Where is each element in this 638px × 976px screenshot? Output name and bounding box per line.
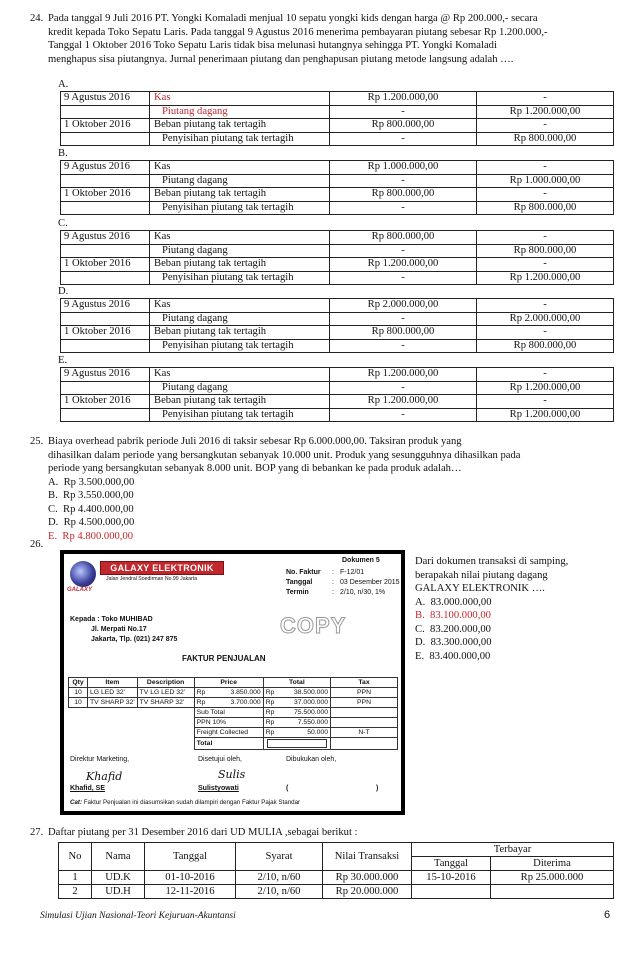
journal-cell: - — [477, 231, 614, 245]
header-cell: Tax — [331, 678, 398, 688]
option-value: Rp 4.800.000,00 — [62, 530, 134, 542]
cell — [412, 885, 491, 899]
option-label-b[interactable]: B. — [58, 148, 68, 159]
text-line: dihasilkan dalam periode yang bersangkutan sebanyak 10.000 unit. Produk yang sesungguhnya dihasilkan pada — [48, 449, 521, 461]
text-line: Dari dokumen transaksi di samping, — [415, 556, 569, 567]
journal-cell: Rp 800.000,00 — [477, 339, 614, 353]
question-text: Daftar piutang per 31 Desember 2016 dari UD MULIA ,sebagai berikut : — [48, 827, 358, 838]
meta-label: Termin — [286, 589, 309, 596]
journal-cell: Penyisihan piutang tak tertagih — [150, 408, 330, 422]
question-number-26: 26. — [30, 539, 44, 550]
header-cell: Tanggal — [145, 843, 236, 871]
journal-cell: - — [477, 326, 614, 340]
cell: Freight Collected — [194, 728, 263, 738]
journal-cell: Rp 1.200.000,00 — [477, 381, 614, 395]
option-e[interactable] — [48, 530, 615, 544]
signer-name-1: Khafid, SE — [70, 785, 106, 792]
cell: Rp — [263, 688, 280, 698]
journal-cell: - — [330, 105, 477, 119]
journal-cell: Piutang dagang — [150, 174, 330, 188]
option-value: Rp 4.500.000,00 — [63, 517, 135, 529]
header-row — [59, 843, 614, 857]
journal-cell: - — [330, 132, 477, 146]
cell: 7.550.000 — [280, 718, 331, 728]
option-value: 83.000.000,00 — [430, 596, 492, 608]
journal-cell: Rp 800.000,00 — [477, 244, 614, 258]
journal-cell: Rp 1.200.000,00 — [477, 271, 614, 285]
journal-cell: Rp 800.000,00 — [477, 132, 614, 146]
cell: 3.850.000 — [211, 688, 264, 698]
cell: PPN — [331, 688, 398, 698]
company-address: Jalan Jendral Soedirman No.99 Jakarta — [106, 576, 198, 582]
cell: 10 — [69, 688, 88, 698]
invoice-note — [70, 799, 300, 807]
page-number: 6 — [604, 909, 611, 921]
journal-cell: Kas — [150, 299, 330, 313]
option-label: E. — [415, 650, 425, 662]
journal-row — [61, 132, 614, 146]
cell: 2/10, n/60 — [236, 871, 323, 885]
option-label-d[interactable]: D. — [58, 286, 69, 297]
question-number: 27. — [30, 827, 44, 838]
cell: 2 — [59, 885, 92, 899]
invoice-header-row — [69, 678, 398, 688]
journal-cell: Rp 800.000,00 — [477, 201, 614, 215]
signature-sulis: Sulis — [218, 768, 246, 781]
footer-text: Simulasi Ujian Nasional-Teori Kejuruan-Akuntansi — [40, 911, 236, 921]
cell: PPN 10% — [194, 718, 263, 728]
journal-cell — [61, 132, 150, 146]
journal-cell: Rp 1.200.000,00 — [477, 408, 614, 422]
option-label: A. — [415, 596, 426, 608]
invoice-document — [60, 550, 405, 815]
journal-cell: - — [477, 395, 614, 409]
q25-options — [48, 476, 615, 544]
cell: 50.000 — [280, 728, 331, 738]
journal-cell: Rp 800.000,00 — [330, 326, 477, 340]
cell: UD.H — [92, 885, 145, 899]
cell: TV SHARP 32' — [88, 698, 138, 708]
cell: 1 — [59, 871, 92, 885]
text-line: Pada tanggal 9 Juli 2016 PT. Yongki Komaladi menjual 10 sepatu yongki kids dengan harga @ Rp 200.000,- secara — [48, 13, 538, 24]
header-cell: Diterima — [491, 857, 614, 871]
journal-row — [61, 312, 614, 326]
cell: 12-11-2016 — [145, 885, 236, 899]
journal-row — [61, 381, 614, 395]
journal-cell: Rp 2.000.000,00 — [330, 299, 477, 313]
journal-cell: Piutang dagang — [150, 105, 330, 119]
meta-label: Tanggal — [286, 579, 313, 586]
journal-cell: Rp 2.000.000,00 — [477, 312, 614, 326]
option-label: D. — [415, 637, 426, 649]
journal-cell — [61, 312, 150, 326]
journal-cell — [61, 105, 150, 119]
journal-cell: - — [330, 381, 477, 395]
text-line: GALAXY ELEKTRONIK …. — [415, 583, 545, 595]
journal-cell: Penyisihan piutang tak tertagih — [150, 132, 330, 146]
sign-approved: Disetujui oleh, — [198, 756, 242, 763]
option-c[interactable] — [415, 623, 615, 637]
summary-row-total — [69, 738, 398, 750]
header-cell: Qty — [69, 678, 88, 688]
journal-cell: Rp 1.000.000,00 — [330, 161, 477, 175]
journal-row — [61, 395, 614, 409]
total-box-cell — [263, 738, 330, 750]
question-number: 24. — [30, 13, 44, 24]
journal-row — [61, 326, 614, 340]
note-text: Faktur Penjualan ini diasumsikan sudah dilampiri dengan Faktur Pajak Standar — [82, 799, 301, 806]
cell: 2/10, n/60 — [236, 885, 323, 899]
journal-cell — [61, 244, 150, 258]
blank-cell — [69, 708, 195, 718]
journal-cell: Penyisihan piutang tak tertagih — [150, 339, 330, 353]
header-cell: Item — [88, 678, 138, 688]
journal-cell: Kas — [150, 231, 330, 245]
cell: TV LG LED 32' — [137, 688, 194, 698]
journal-cell: - — [330, 174, 477, 188]
q26-question — [415, 555, 615, 663]
journal-row — [61, 161, 614, 175]
journal-table-a — [60, 91, 614, 146]
option-d[interactable] — [48, 516, 615, 530]
paren-close: ) — [376, 785, 379, 792]
journal-cell: - — [477, 368, 614, 382]
text-line: kredit kepada Toko Sepatu Laris. Pada tanggal 9 Agustus 2016 menerima pembayaran piutang sebesar Rp 1.200.000,- — [48, 26, 548, 38]
journal-cell: Kas — [150, 161, 330, 175]
header-cell: Syarat — [236, 843, 323, 871]
journal-cell — [61, 174, 150, 188]
logo-text: GALAXY — [67, 587, 93, 593]
cell — [331, 708, 398, 718]
option-value: Rp 3.550.000,00 — [63, 490, 134, 502]
cell: 10 — [69, 698, 88, 708]
journal-cell: Rp 1.200.000,00 — [330, 368, 477, 382]
journal-cell: 9 Agustus 2016 — [61, 92, 150, 106]
summary-row — [69, 718, 398, 728]
journal-cell — [61, 408, 150, 422]
journal-cell: - — [477, 258, 614, 272]
question-number: 25. — [30, 436, 44, 447]
journal-row — [61, 231, 614, 245]
journal-cell: - — [477, 188, 614, 202]
option-value: 83.100.000,00 — [430, 610, 491, 622]
journal-cell: Beban piutang tak tertagih — [150, 395, 330, 409]
blank-cell — [69, 718, 195, 728]
option-a[interactable] — [415, 596, 615, 610]
cell — [331, 738, 398, 750]
company-name: GALAXY ELEKTRONIK — [110, 563, 214, 573]
option-label-e[interactable]: E. — [58, 355, 68, 366]
journal-cell: Piutang dagang — [150, 312, 330, 326]
galaxy-logo-icon — [70, 561, 96, 587]
table-row — [59, 871, 614, 885]
cell: Rp — [194, 698, 211, 708]
blank-cell — [69, 738, 195, 750]
option-d[interactable] — [415, 636, 615, 650]
receivables-table — [58, 842, 614, 899]
journal-row — [61, 258, 614, 272]
meta-value: 03 Desember 2015 — [340, 579, 400, 586]
cell: TV SHARP 32' — [137, 698, 194, 708]
journal-cell: Kas — [150, 92, 330, 106]
cell: Rp — [263, 698, 280, 708]
option-value: 83.300.000,00 — [430, 637, 492, 649]
cell: Rp — [194, 688, 211, 698]
header-cell: No — [59, 843, 92, 871]
cell: 37.000.000 — [280, 698, 331, 708]
journal-row — [61, 188, 614, 202]
question-text — [48, 12, 615, 66]
journal-cell — [61, 339, 150, 353]
cell: 15-10-2016 — [412, 871, 491, 885]
text-line: Tanggal 1 Oktober 2016 Toko Sepatu Laris tidak bisa melunasi hutangnya sehingga PT. Yongki Komaladi — [48, 40, 497, 52]
journal-cell: - — [330, 408, 477, 422]
summary-row — [69, 708, 398, 718]
option-label: C. — [48, 503, 58, 515]
journal-row — [61, 408, 614, 422]
option-b[interactable] — [48, 489, 615, 503]
customer-name: Kepada : Toko MUHIBAD — [70, 616, 153, 623]
copy-stamp: COPY — [280, 613, 347, 638]
journal-cell — [61, 201, 150, 215]
text-line: menghapus sisa piutangnya. Jurnal penerimaan piutang dan penghapusan piutang metode langsung adalah …. — [48, 53, 514, 65]
journal-cell: Rp 800.000,00 — [330, 119, 477, 133]
journal-cell — [61, 271, 150, 285]
cell: Sub Total — [194, 708, 263, 718]
text-line: periode yang bersangkutan sebanyak 8.000 unit. BOP yang di bebankan ke pada produk adalah… — [48, 463, 462, 475]
journal-cell: Piutang dagang — [150, 381, 330, 395]
question-text — [48, 435, 615, 476]
customer-city: Jakarta, Tlp. (021) 247 875 — [91, 636, 178, 643]
journal-table-b — [60, 160, 614, 215]
journal-cell: Penyisihan piutang tak tertagih — [150, 201, 330, 215]
journal-row — [61, 299, 614, 313]
option-label: C. — [415, 623, 425, 635]
journal-cell: Kas — [150, 368, 330, 382]
cell: Total — [194, 738, 263, 750]
journal-cell: - — [330, 244, 477, 258]
journal-row — [61, 92, 614, 106]
journal-cell: 1 Oktober 2016 — [61, 188, 150, 202]
question-27 — [30, 826, 615, 840]
journal-cell: 9 Agustus 2016 — [61, 368, 150, 382]
journal-cell: Rp 1.200.000,00 — [330, 258, 477, 272]
cell: UD.K — [92, 871, 145, 885]
cell: 3.700.000 — [211, 698, 264, 708]
header-cell: Total — [263, 678, 330, 688]
option-label: B. — [48, 490, 58, 502]
journal-row — [61, 201, 614, 215]
meta-colon: : — [332, 569, 334, 576]
cell — [331, 718, 398, 728]
journal-cell: Beban piutang tak tertagih — [150, 188, 330, 202]
cell: Rp — [263, 718, 280, 728]
cell: Rp — [263, 728, 280, 738]
header-cell: Tanggal — [412, 857, 491, 871]
journal-cell: 9 Agustus 2016 — [61, 161, 150, 175]
cell: 01-10-2016 — [145, 871, 236, 885]
option-label-c[interactable]: C. — [58, 218, 68, 229]
journal-cell: Rp 1.200.000,00 — [330, 395, 477, 409]
journal-cell — [61, 381, 150, 395]
journal-cell: 9 Agustus 2016 — [61, 231, 150, 245]
journal-cell: - — [330, 201, 477, 215]
journal-cell: - — [330, 339, 477, 353]
journal-table-d — [60, 298, 614, 353]
journal-cell: 9 Agustus 2016 — [61, 299, 150, 313]
journal-cell: Rp 1.000.000,00 — [477, 174, 614, 188]
option-value: Rp 4.400.000,00 — [63, 503, 134, 515]
total-box — [267, 739, 327, 748]
option-label: D. — [48, 517, 59, 529]
cell: Rp 25.000.000 — [491, 871, 614, 885]
invoice-title: FAKTUR PENJUALAN — [182, 654, 266, 663]
paren-open: ( — [286, 785, 289, 792]
cell: PPN — [331, 698, 398, 708]
journal-cell: Beban piutang tak tertagih — [150, 119, 330, 133]
meta-colon: : — [332, 579, 334, 586]
journal-row — [61, 174, 614, 188]
option-label-a[interactable]: A. — [58, 79, 69, 90]
journal-row — [61, 119, 614, 133]
option-label: A. — [48, 476, 59, 488]
header-cell: Price — [194, 678, 263, 688]
journal-cell: - — [477, 119, 614, 133]
blank-cell — [69, 728, 195, 738]
journal-row — [61, 271, 614, 285]
journal-cell: Rp 1.200.000,00 — [330, 92, 477, 106]
journal-cell: Rp 800.000,00 — [330, 231, 477, 245]
invoice-item-row — [69, 688, 398, 698]
journal-cell: Beban piutang tak tertagih — [150, 258, 330, 272]
option-value: Rp 3.500.000,00 — [63, 476, 135, 488]
meta-value: 2/10, n/30, 1% — [340, 589, 386, 596]
journal-cell: Rp 800.000,00 — [330, 188, 477, 202]
signer-name-2: Sulistyowati — [198, 785, 239, 792]
invoice-table — [68, 677, 398, 750]
option-e[interactable] — [415, 650, 615, 664]
cell — [491, 885, 614, 899]
cell: 38.500.000 — [280, 688, 331, 698]
journal-cell: - — [330, 271, 477, 285]
cell: LG LED 32' — [88, 688, 138, 698]
cell: N-T — [331, 728, 398, 738]
journal-cell: 1 Oktober 2016 — [61, 258, 150, 272]
question-24 — [30, 12, 615, 66]
journal-row — [61, 244, 614, 258]
option-value: 83.400.000,00 — [429, 650, 491, 662]
option-c[interactable] — [48, 503, 615, 517]
meta-label: No. Faktur — [286, 569, 321, 576]
journal-row — [61, 368, 614, 382]
journal-cell: - — [477, 299, 614, 313]
table-row — [59, 885, 614, 899]
summary-row — [69, 728, 398, 738]
customer-address: Jl. Merpati No.17 — [91, 626, 147, 633]
journal-cell: Beban piutang tak tertagih — [150, 326, 330, 340]
option-b[interactable] — [415, 609, 615, 623]
journal-cell: Piutang dagang — [150, 244, 330, 258]
option-label: B. — [415, 610, 425, 622]
option-value: 83.200.000,00 — [430, 623, 491, 635]
sign-recorded: Dibukukan oleh, — [286, 756, 337, 763]
question-25 — [30, 435, 615, 543]
doc-title: Dokumen 5 — [342, 557, 380, 564]
cell: 75.500.000 — [280, 708, 331, 718]
option-a[interactable] — [48, 476, 615, 490]
cell: Rp 30.000.000 — [323, 871, 412, 885]
note-label: Cat: — [70, 799, 83, 806]
text-line: Biaya overhead pabrik periode Juli 2016 di taksir sebesar Rp 6.000.000,00. Taksiran produk yang — [48, 436, 462, 447]
meta-colon: : — [332, 589, 334, 596]
journal-cell: 1 Oktober 2016 — [61, 119, 150, 133]
cell: Rp — [263, 708, 280, 718]
meta-value: F-12/01 — [340, 569, 365, 576]
option-label: E. — [48, 530, 58, 542]
sign-marketing: Direktur Marketing, — [70, 756, 130, 763]
company-banner — [100, 561, 224, 575]
journal-cell: - — [330, 312, 477, 326]
journal-cell: Penyisihan piutang tak tertagih — [150, 271, 330, 285]
journal-cell: Rp 1.200.000,00 — [477, 105, 614, 119]
journal-row — [61, 105, 614, 119]
journal-cell: 1 Oktober 2016 — [61, 395, 150, 409]
journal-cell: 1 Oktober 2016 — [61, 326, 150, 340]
signature-khafid: Khafid — [86, 770, 123, 783]
journal-cell: - — [477, 161, 614, 175]
journal-table-c — [60, 230, 614, 285]
header-cell: Nama — [92, 843, 145, 871]
cell: Rp 20.000.000 — [323, 885, 412, 899]
journal-cell: - — [477, 92, 614, 106]
text-line: berapakah nilai piutang dagang — [415, 569, 548, 581]
invoice-item-row — [69, 698, 398, 708]
header-cell: Terbayar — [412, 843, 614, 857]
journal-table-e — [60, 367, 614, 422]
header-cell: Nilai Transaksi — [323, 843, 412, 871]
header-cell: Description — [137, 678, 194, 688]
journal-row — [61, 339, 614, 353]
